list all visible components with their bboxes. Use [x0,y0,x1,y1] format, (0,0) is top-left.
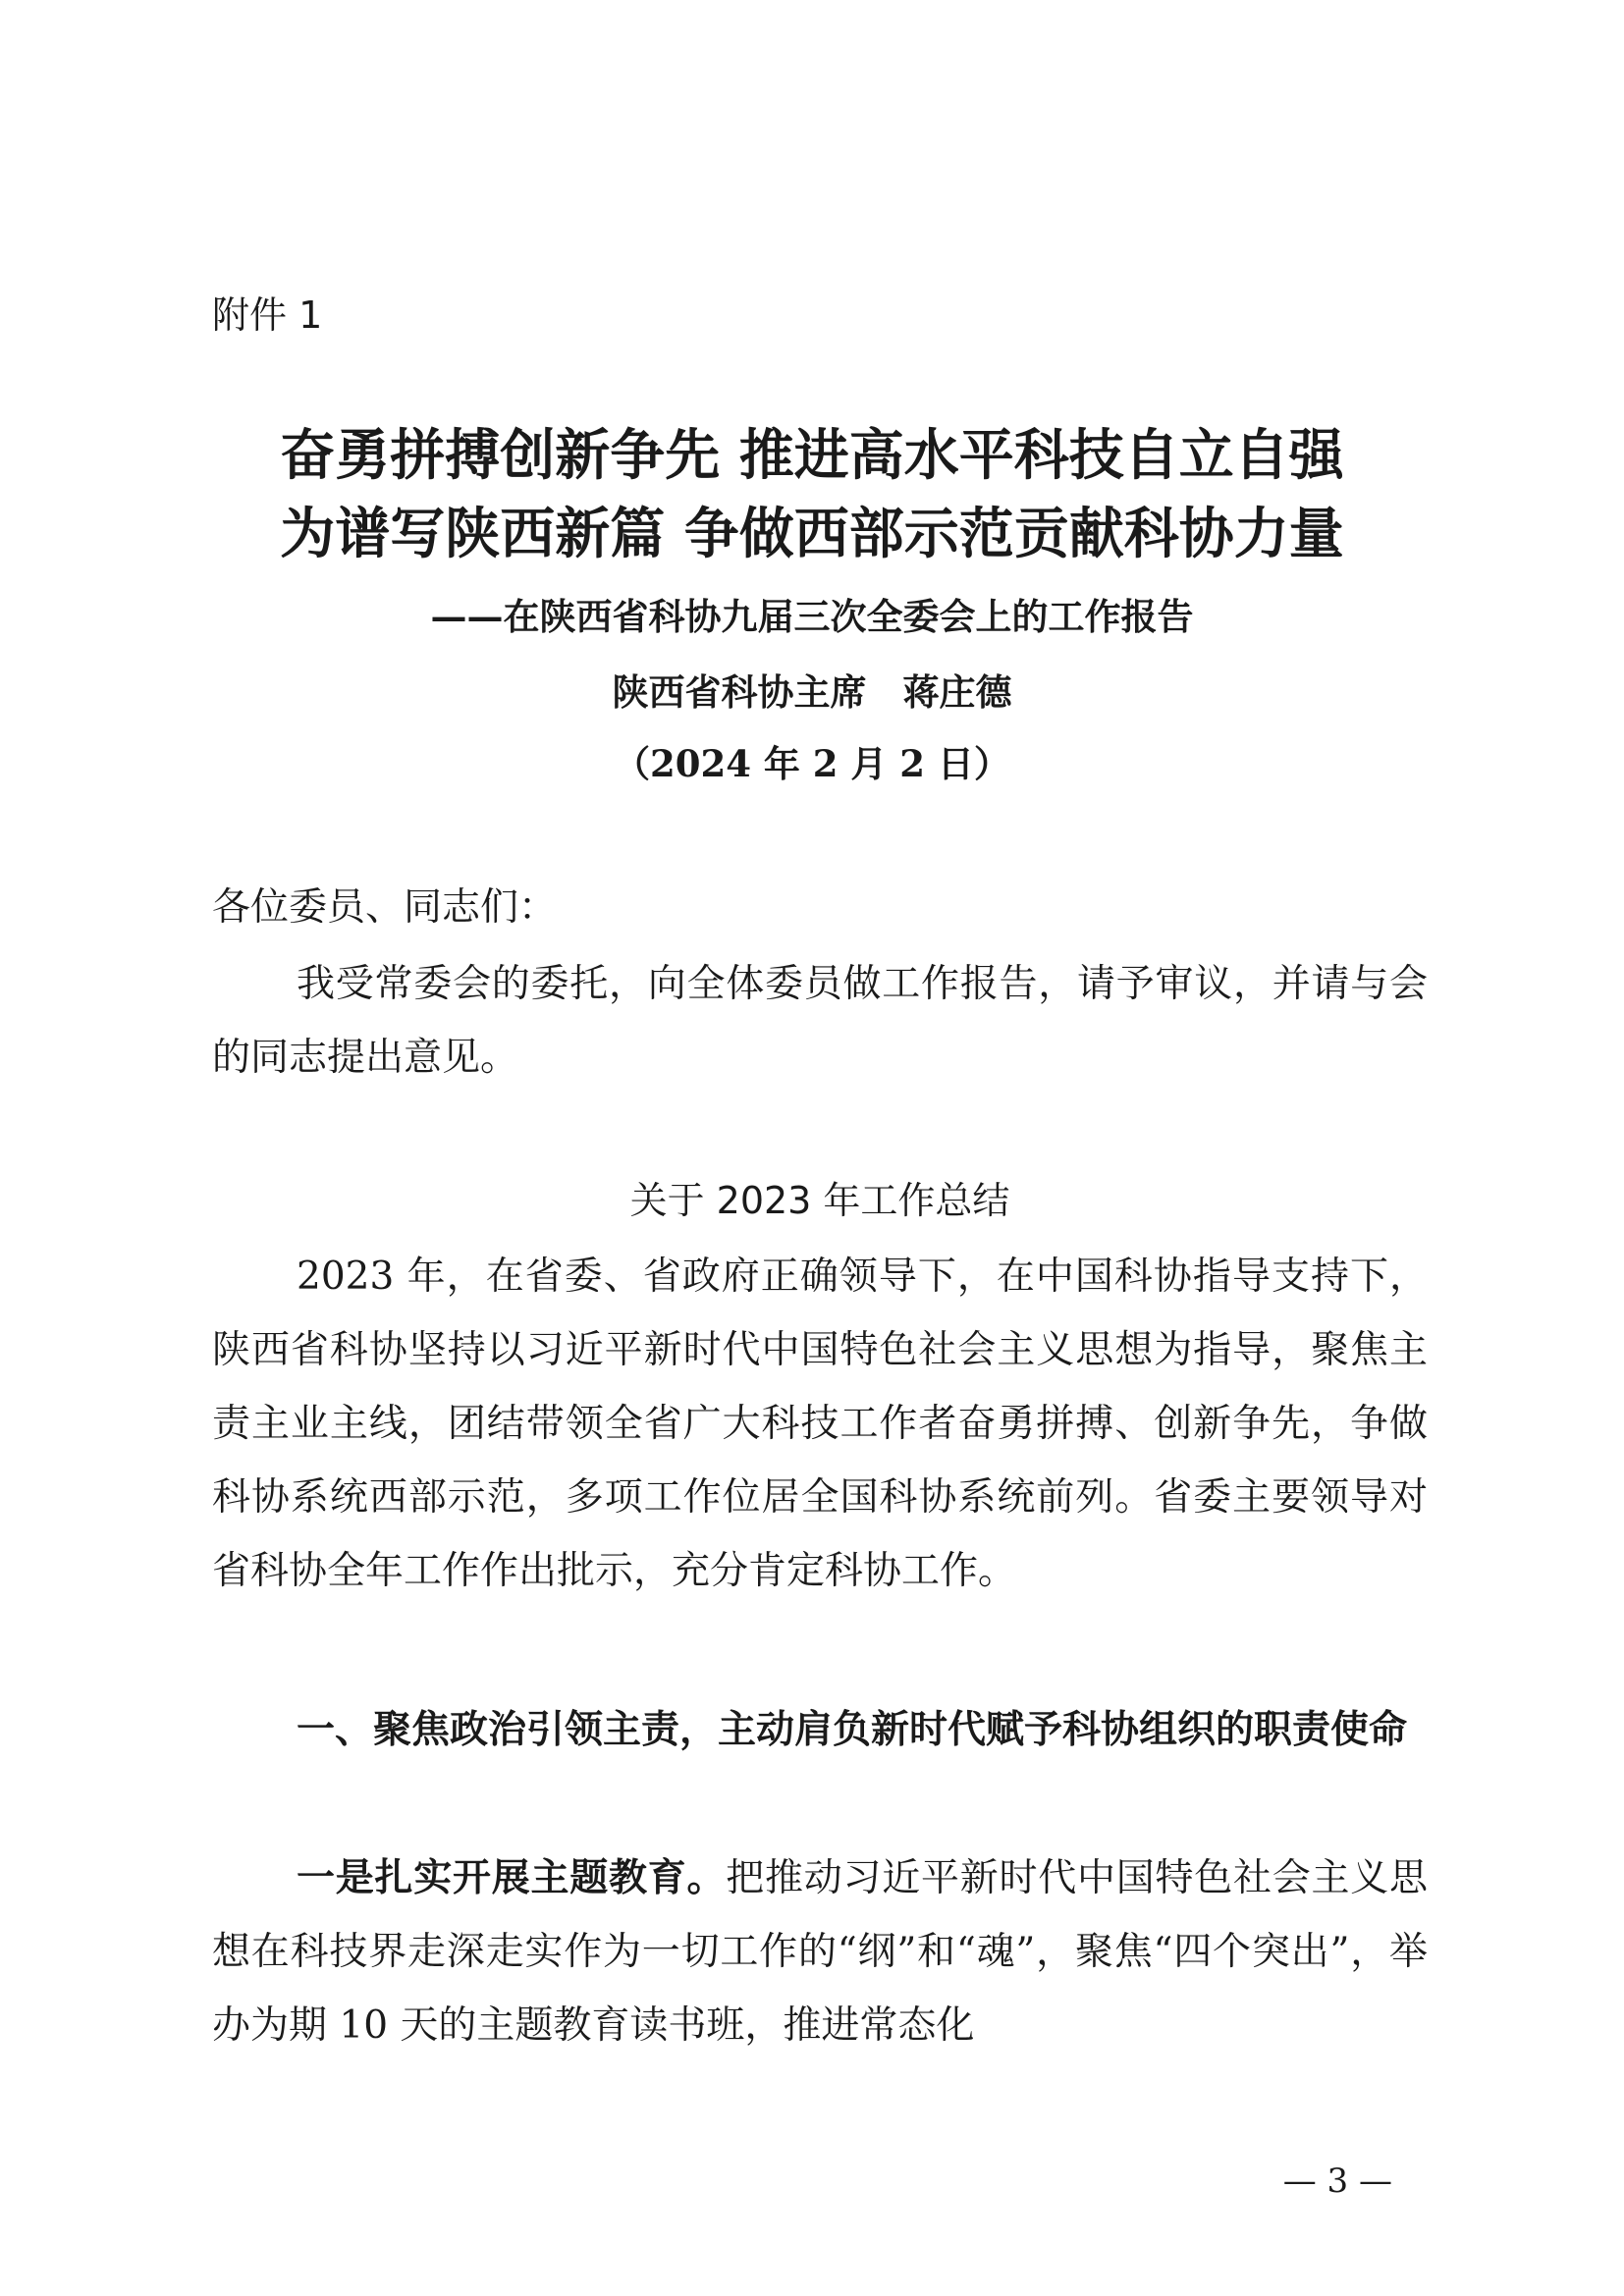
report-title-line-2: 为谱写陕西新篇 争做西部示范贡献科协力量 [280,502,1344,566]
report-author: 陕西省科协主席 蒋庄德 [612,670,1012,714]
first-level-heading: 一、聚焦政治引领主责，主动肩负新时代赋予科协组织的职责使命 [297,1708,1408,1752]
report-date: （2024 年 2 月 2 日） [614,742,1010,785]
section-heading: 关于 2023 年工作总结 [629,1179,1010,1222]
request-paragraph: 我受常委会的委托，向全体委员做工作报告，请予审议，并请与会的同志提出意见。 [212,962,1428,1080]
salutation: 各位委员、同志们： [212,885,558,930]
summary-paragraph: 2023 年，在省委、省政府正确领导下，在中国科协指导支持下，陕西省科协坚持以习近平新时代中国特色社会主义思想为指导，聚焦主责主业主线，团结带领全省广大科技工作者奋勇拼搏、创新争先，争做科协系统西部示范，多项工作位居全国科协系统前列。省委主要领导对省科协全年工作作出批示，充分肯定科协工作。 [212,1255,1428,1593]
education-paragraph [212,1842,1428,2062]
education-text: 把推动习近平新时代中国特色社会主义思想在科技界走深走实作为一切工作的“纲”和“魂”，聚焦“四个突出”，举办为期 10 天的主题教育读书班，推进常态化 [212,1856,1428,2048]
education-lead: 一是扎实开展主题教育。 [297,1856,727,1900]
report-subtitle: ——在陕西省科协九届三次全委会上的工作报告 [430,595,1194,638]
page-number: — 3 — [1282,2162,1392,2201]
attachment-label: 附件 1 [212,294,323,337]
report-title-line-1: 奋勇拼搏创新争先 推进高水平科技自立自强 [280,423,1344,488]
